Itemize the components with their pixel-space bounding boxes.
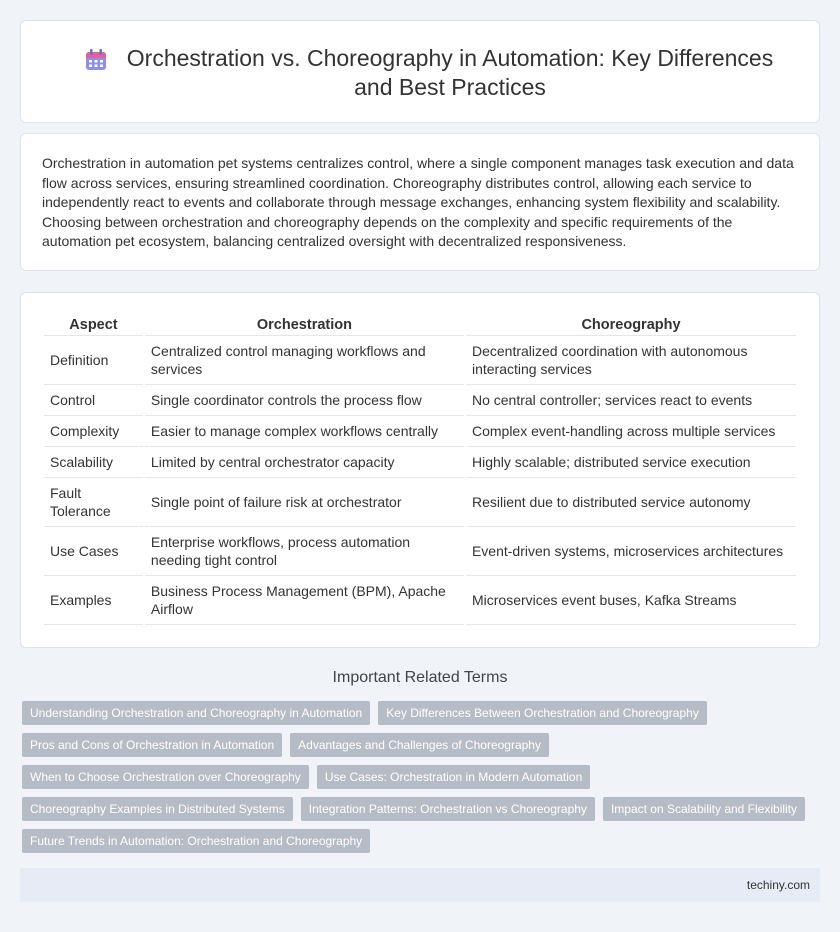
choreography-cell: Microservices event buses, Kafka Streams [466,576,796,625]
tag-row [22,733,812,757]
related-terms-heading: Important Related Terms [332,669,508,686]
related-term-tag[interactable]: Future Trends in Automation: Orchestration and Choreography [22,829,370,853]
aspect-cell: Scalability [44,447,143,478]
table-header-row [44,314,796,336]
page-title: Orchestration vs. Choreography in Automation: Key Differences and Best Practices [126,45,774,100]
table-row [44,336,796,385]
related-term-tag[interactable]: Understanding Orchestration and Choreography in Automation [22,701,370,725]
title-card [20,20,820,123]
table-row [44,527,796,576]
aspect-cell: Examples [44,576,143,625]
orchestration-cell: Limited by central orchestrator capacity [145,447,464,478]
header-aspect: Aspect [44,314,143,336]
aspect-cell: Complexity [44,416,143,447]
table-row [44,416,796,447]
aspect-cell: Definition [44,336,143,385]
related-term-tag[interactable]: Integration Patterns: Orchestration vs Choreography [301,797,595,821]
footer-site-link[interactable]: techiny.com [746,878,810,892]
aspect-cell: Control [44,385,143,416]
choreography-cell: Complex event-handling across multiple services [466,416,796,447]
intro-card [20,133,820,271]
tag-row [22,701,812,725]
orchestration-cell: Centralized control managing workflows and services [145,336,464,385]
orchestration-cell: Business Process Management (BPM), Apache Airflow [145,576,464,625]
tag-row [22,829,812,853]
related-term-tag[interactable]: Key Differences Between Orchestration and Choreography [378,701,707,725]
orchestration-cell: Single point of failure risk at orchestrator [145,478,464,527]
orchestration-cell: Single coordinator controls the process flow [145,385,464,416]
table-row [44,385,796,416]
orchestration-cell: Easier to manage complex workflows centrally [145,416,464,447]
tag-row [22,765,812,789]
header-choreography: Choreography [466,314,796,336]
comparison-card [20,292,820,648]
comparison-table [42,314,798,625]
intro-paragraph: Orchestration in automation pet systems centralizes control, where a single component manages task execution and data flow across services, ensuring streamlined coordination. Choreography distributes control, allowing each service to independently react to events and collaborate through message exchanges, enhancing system flexibility and scalability. Choosing between orchestration and choreography depends on the complexity and specific requirements of the automation pet ecosystem, balancing centralized oversight with decentralized responsiveness. [42,155,794,250]
aspect-cell: Use Cases [44,527,143,576]
table-row [44,478,796,527]
related-terms-list [22,701,812,861]
related-term-tag[interactable]: Pros and Cons of Orchestration in Automation [22,733,282,757]
tag-row [22,797,812,821]
choreography-cell: Highly scalable; distributed service execution [466,447,796,478]
header-orchestration: Orchestration [145,314,464,336]
aspect-cell: Fault Tolerance [44,478,143,527]
related-term-tag[interactable]: When to Choose Orchestration over Choreography [22,765,309,789]
related-term-tag[interactable]: Use Cases: Orchestration in Modern Automation [317,765,590,789]
choreography-cell: No central controller; services react to events [466,385,796,416]
choreography-cell: Event-driven systems, microservices architectures [466,527,796,576]
related-term-tag[interactable]: Impact on Scalability and Flexibility [603,797,805,821]
choreography-cell: Decentralized coordination with autonomous interacting services [466,336,796,385]
orchestration-cell: Enterprise workflows, process automation needing tight control [145,527,464,576]
choreography-cell: Resilient due to distributed service autonomy [466,478,796,527]
related-term-tag[interactable]: Choreography Examples in Distributed Systems [22,797,293,821]
footer [20,868,820,902]
table-row [44,447,796,478]
related-term-tag[interactable]: Advantages and Challenges of Choreography [290,733,549,757]
table-row [44,576,796,625]
